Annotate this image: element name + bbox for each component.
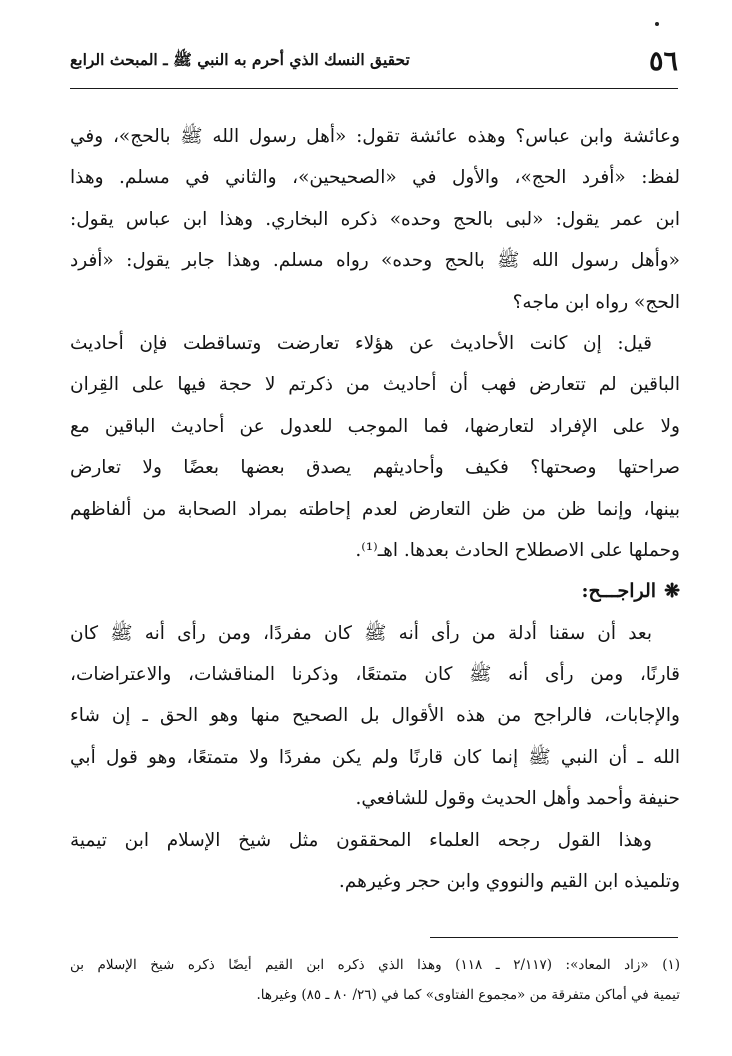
page-number: ٥٦ [648,46,678,77]
section-heading-label: الراجـــح: [581,580,657,603]
text-line: لفظ: «أفرد الحج»، والأول في «الصحيحين»، والثاني في مسلم. وهذا [70,167,680,189]
text-line: والإجابات، فالراجح من هذه الأقوال بل الصحيح منها وهو الحق ـ إن شاء [70,705,680,727]
text-line: وعائشة وابن عباس؟ وهذه عائشة تقول: «أهل رسول الله ﷺ بالحج»، وفي [70,126,680,147]
text-line: حنيفة وأحمد وأهل الحديث وقول للشافعي. [355,788,680,810]
star-icon: ❋ [664,580,680,603]
section-heading [70,571,680,612]
text-line: بينها، وإنما ظن من ظن التعارض لعدم إحاطته بمراد الصحابة من ألفاظهم [70,498,680,520]
text-line: «وأهل رسول الله ﷺ بالحج وحده» رواه مسلم. وهذا جابر يقول: «أفرد [70,250,680,272]
text-line: وتلميذه ابن القيم والنووي وابن حجر وغيرهم. [338,871,680,893]
page-mark [655,22,659,26]
text-line: الباقين لم تتعارض فهب أن أحاديث من ذكرتم لا حجة فيها على القِران [70,374,680,396]
footnote-line: تيمية في أماكن متفرقة من «مجموع الفتاوى» كما في (٢٦/ ٨٠ ـ ٨٥) وغيرها. [256,987,680,1003]
text-line: الحج» رواه ابن ماجه؟ [512,291,680,313]
footnote-rule [430,937,678,938]
text-line: قارنًا، ومن رأى أنه ﷺ كان متمتعًا، وذكرنا المناقشات، والاعتراضات، [70,664,680,686]
text-line: وهذا القول رجحه العلماء المحققون مثل شيخ الإسلام ابن تيمية [70,829,652,851]
page-header [70,40,678,80]
text-line: ولا على الإفراد لتعارضها، فما الموجب للعدول عن أحاديث الباقين مع [70,415,680,437]
text-line: بعد أن سقنا أدلة من رأى أنه ﷺ كان مفردًا، ومن رأى أنه ﷺ كان [70,622,652,644]
running-title: تحقيق النسك الذي أحرم به النبي ﷺ ـ المبحث الرابع [70,50,410,69]
main-text [70,116,680,902]
text-line: الله ـ أن النبي ﷺ إنما كان قارنًا ولم يكن مفردًا ولا متمتعًا، وهو قول أبي [70,746,680,768]
text-line: وحملها على الاصطلاح الحادث بعدها. اهـ⁽¹⁾. [355,539,680,561]
header-rule [70,88,678,89]
text-line: صراحتها وصحتها؟ فكيف وأحاديثهم يصدق بعضها بعضًا ولا تعارض [70,457,680,479]
text-line: ابن عمر يقول: «لبى بالحج وحده» ذكره البخاري. وهذا ابن عباس يقول: [70,208,680,230]
text-line: قيل: إن كانت الأحاديث عن هؤلاء تعارضت وتساقطت فإن أحاديث [70,332,652,354]
footnote-line: (١) «زاد المعاد»: (٢/١١٧ ـ ١١٨) وهذا الذي ذكره ابن القيم أيضًا ذكره شيخ الإسلام بن [70,957,680,973]
footnotes [70,950,680,1010]
